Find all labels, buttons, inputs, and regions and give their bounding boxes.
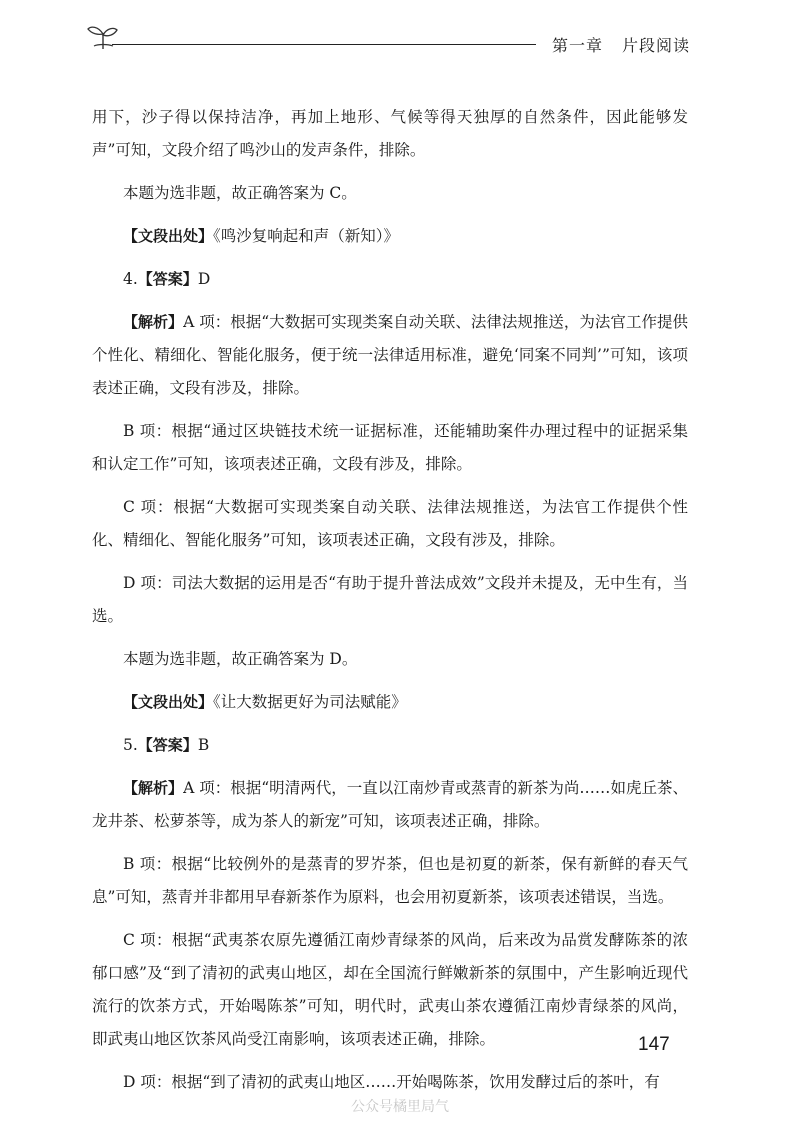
question-number: 4. <box>123 270 138 288</box>
page-number: 147 <box>638 1034 670 1055</box>
paragraph-text: D 项：司法大数据的运用是否“有助于提升普法成效”文段并未提及，无中生有，当选。 <box>92 574 688 625</box>
source-title: 《让大数据更好为司法赋能》 <box>213 693 407 711</box>
analysis-paragraph <box>92 306 688 405</box>
source-title: 《鸣沙复响起和声（新知）》 <box>213 227 400 245</box>
answer-tag: 【答案】 <box>137 736 198 754</box>
paragraph-text: C 项：根据“武夷茶农原先遵循江南炒青绿茶的风尚，后来改为品赏发酵陈茶的浓郁口感”及“到了清初的武夷山地区，却在全国流行鲜嫩新茶的氛围中，产生影响近现代流行的饮茶方式，开始喝陈茶”可知，明代时，武夷山茶农遵循江南炒青绿茶的风尚，即武夷山地区饮茶风尚受江南影响，该项表述正确，排除。 <box>92 931 688 1048</box>
question-number: 5. <box>123 736 138 754</box>
paragraph <box>92 177 688 210</box>
analysis-tag: 【解析】 <box>123 779 184 797</box>
paragraph-text: 用下，沙子得以保持洁净，再加上地形、气候等得天独厚的自然条件，因此能够发声”可知，文段介绍了鸣沙山的发声条件，排除。 <box>92 108 688 159</box>
answer-line <box>92 263 688 296</box>
analysis-tag: 【解析】 <box>123 313 184 331</box>
paragraph-text: A 项：根据“明清两代，一直以江南炒青或蒸青的新茶为尚……如虎丘茶、龙井茶、松萝茶等，成为茶人的新宠”可知，该项表述正确，排除。 <box>92 779 688 830</box>
sprout-icon <box>86 22 120 50</box>
paragraph <box>92 643 688 676</box>
paragraph-text: B 项：根据“比较例外的是蒸青的罗岕茶，但也是初夏的新茶，保有新鲜的春天气息”可知，蒸青并非都用早春新茶作为原料，也会用初夏新茶，该项表述错误，当选。 <box>92 855 688 906</box>
answer-tag: 【答案】 <box>137 270 198 288</box>
paragraph-text: A 项：根据“大数据可实现类案自动关联、法律法规推送，为法官工作提供个性化、精细化、智能化服务，便于统一法律适用标准，避免‘同案不同判’”可知，该项表述正确，文段有涉及，排除。 <box>92 313 688 397</box>
paragraph <box>92 415 688 481</box>
header-chapter: 第一章 <box>552 36 604 55</box>
paragraph-text: C 项：根据“大数据可实现类案自动关联、法律法规推送，为法官工作提供个性化、精细化、智能化服务”可知，该项表述正确，文段有涉及，排除。 <box>92 498 688 549</box>
answer-value: D <box>197 270 211 288</box>
watermark: 公众号橘里局气 <box>351 1099 449 1115</box>
paragraph <box>92 924 688 1056</box>
paragraph <box>92 101 688 167</box>
source-line <box>92 220 688 253</box>
paragraph-text: 本题为选非题，故正确答案为 D。 <box>123 650 358 668</box>
analysis-paragraph <box>92 772 688 838</box>
paragraph-text: B 项：根据“通过区块链技术统一证据标准，还能辅助案件办理过程中的证据采集和认定工作”可知，该项表述正确，文段有涉及，排除。 <box>92 422 688 473</box>
paragraph <box>92 567 688 633</box>
paragraph <box>92 491 688 557</box>
paragraph <box>92 1066 688 1099</box>
header-rule <box>112 44 536 45</box>
source-tag: 【文段出处】 <box>123 693 214 711</box>
source-line <box>92 686 688 719</box>
source-tag: 【文段出处】 <box>123 227 214 245</box>
paragraph <box>92 848 688 914</box>
page-body <box>92 101 688 1109</box>
paragraph-text: D 项：根据“到了清初的武夷山地区……开始喝陈茶，饮用发酵过后的茶叶，有 <box>123 1073 660 1091</box>
header-title: 片段阅读 <box>622 36 691 55</box>
answer-line <box>92 729 688 762</box>
page-header <box>0 0 800 70</box>
paragraph-text: 本题为选非题，故正确答案为 C。 <box>123 184 357 202</box>
answer-value: B <box>197 736 210 754</box>
